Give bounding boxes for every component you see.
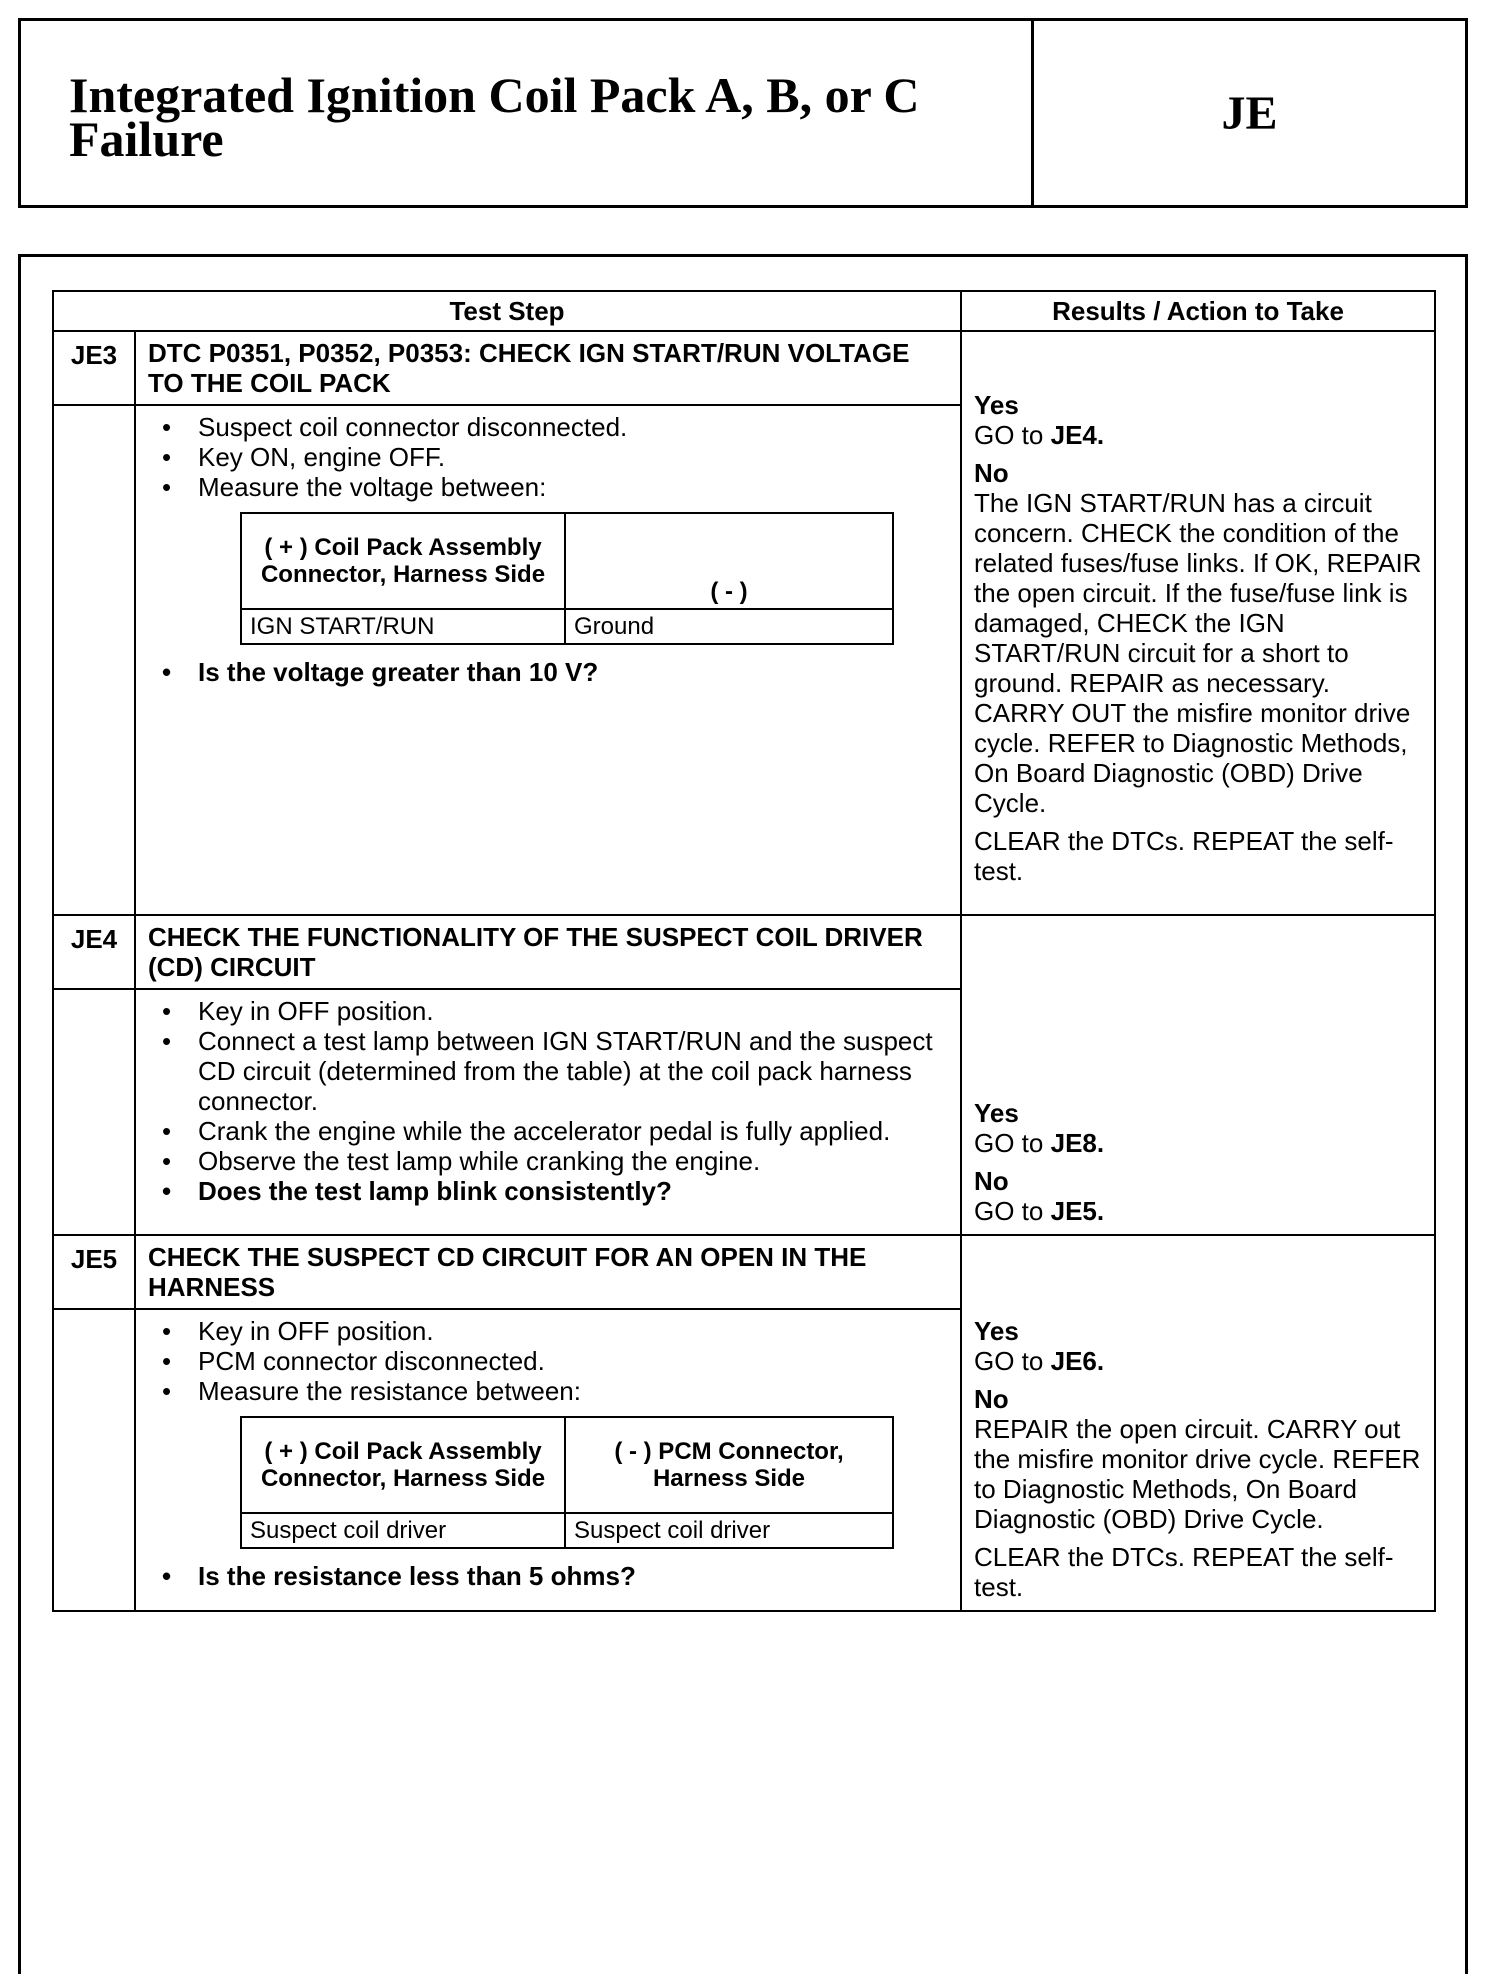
column-header-results: Results / Action to Take — [961, 291, 1435, 331]
list-item: • Key in OFF position. — [162, 996, 948, 1026]
test-step-table — [52, 290, 1436, 1612]
step-row-je5 — [53, 1235, 1435, 1309]
yes-label: Yes — [974, 390, 1019, 420]
step-title: DTC P0351, P0352, P0353: CHECK IGN START/RUN VOLTAGE TO THE COIL PACK — [135, 331, 961, 405]
section-code: JE — [1221, 86, 1278, 140]
step-results — [961, 1235, 1435, 1611]
list-item: • Crank the engine while the accelerator pedal is fully applied. — [162, 1116, 948, 1146]
step-title: CHECK THE FUNCTIONALITY OF THE SUSPECT COIL DRIVER (CD) CIRCUIT — [135, 915, 961, 989]
page-title-line2: Failure — [69, 111, 224, 167]
measurement-table — [240, 1416, 894, 1549]
step-instructions — [135, 989, 961, 1235]
meas-value-negative: Ground — [565, 609, 893, 644]
step-question: • Does the test lamp blink consistently? — [162, 1176, 948, 1206]
list-item: • Measure the voltage between: — [162, 472, 948, 502]
yes-action: GO to JE8. — [974, 1128, 1105, 1158]
list-item: • Measure the resistance between: — [162, 1376, 948, 1406]
step-row-je3 — [53, 331, 1435, 405]
list-item: • Observe the test lamp while cranking the engine. — [162, 1146, 948, 1176]
meas-header-negative: ( - ) — [565, 513, 893, 609]
measurement-table — [240, 512, 894, 645]
step-instructions — [135, 1309, 961, 1611]
yes-action: GO to JE6. — [974, 1346, 1105, 1376]
no-label: No — [974, 458, 1009, 488]
list-item: • Suspect coil connector disconnected. — [162, 412, 948, 442]
step-id: JE5 — [53, 1235, 135, 1309]
page-title-line1: Integrated Ignition Coil Pack A, B, or C — [69, 67, 920, 123]
yes-label: Yes — [974, 1098, 1019, 1128]
meas-value-positive: Suspect coil driver — [241, 1513, 565, 1548]
header-box — [18, 18, 1468, 208]
no-label: No — [974, 1384, 1009, 1414]
no-action: GO to JE5. — [974, 1196, 1105, 1226]
no-action-2: CLEAR the DTCs. REPEAT the self-test. — [974, 826, 1394, 886]
yes-action: GO to JE4. — [974, 420, 1105, 450]
meas-header-positive: ( + ) Coil Pack Assembly Connector, Harness Side — [241, 513, 565, 609]
list-item: • Key ON, engine OFF. — [162, 442, 948, 472]
list-item: • Connect a test lamp between IGN START/RUN and the suspect CD circuit (determined from the table) at the coil pack harness connector. — [162, 1026, 948, 1116]
no-action-2: CLEAR the DTCs. REPEAT the self-test. — [974, 1542, 1394, 1602]
step-question: • Is the voltage greater than 10 V? — [162, 657, 948, 687]
meas-value-negative: Suspect coil driver — [565, 1513, 893, 1548]
step-instructions — [135, 405, 961, 915]
meas-header-positive: ( + ) Coil Pack Assembly Connector, Harness Side — [241, 1417, 565, 1513]
page-title — [69, 67, 1009, 167]
no-action: The IGN START/RUN has a circuit concern. CHECK the condition of the related fuses/fuse links. If OK, REPAIR the open circuit. If the fuse/fuse link is damaged, CHECK the IGN START/RUN circuit for a short to ground. REPAIR as necessary. CARRY OUT the misfire monitor drive cycle. REFER to Diagnostic Methods, On Board Diagnostic (OBD) Drive Cycle. — [974, 488, 1422, 818]
column-header-test-step: Test Step — [53, 291, 961, 331]
meas-value-positive: IGN START/RUN — [241, 609, 565, 644]
no-action: REPAIR the open circuit. CARRY out the misfire monitor drive cycle. REFER to Diagnostic Methods, On Board Diagnostic (OBD) Drive Cycle. — [974, 1414, 1421, 1534]
yes-label: Yes — [974, 1316, 1019, 1346]
step-id: JE4 — [53, 915, 135, 989]
list-item: • Key in OFF position. — [162, 1316, 948, 1346]
meas-header-negative: ( - ) PCM Connector, Harness Side — [565, 1417, 893, 1513]
step-id: JE3 — [53, 331, 135, 405]
step-title: CHECK THE SUSPECT CD CIRCUIT FOR AN OPEN IN THE HARNESS — [135, 1235, 961, 1309]
no-label: No — [974, 1166, 1009, 1196]
step-results — [961, 331, 1435, 915]
step-results — [961, 915, 1435, 1235]
step-row-je4 — [53, 915, 1435, 989]
step-question: • Is the resistance less than 5 ohms? — [162, 1561, 948, 1591]
list-item: • PCM connector disconnected. — [162, 1346, 948, 1376]
